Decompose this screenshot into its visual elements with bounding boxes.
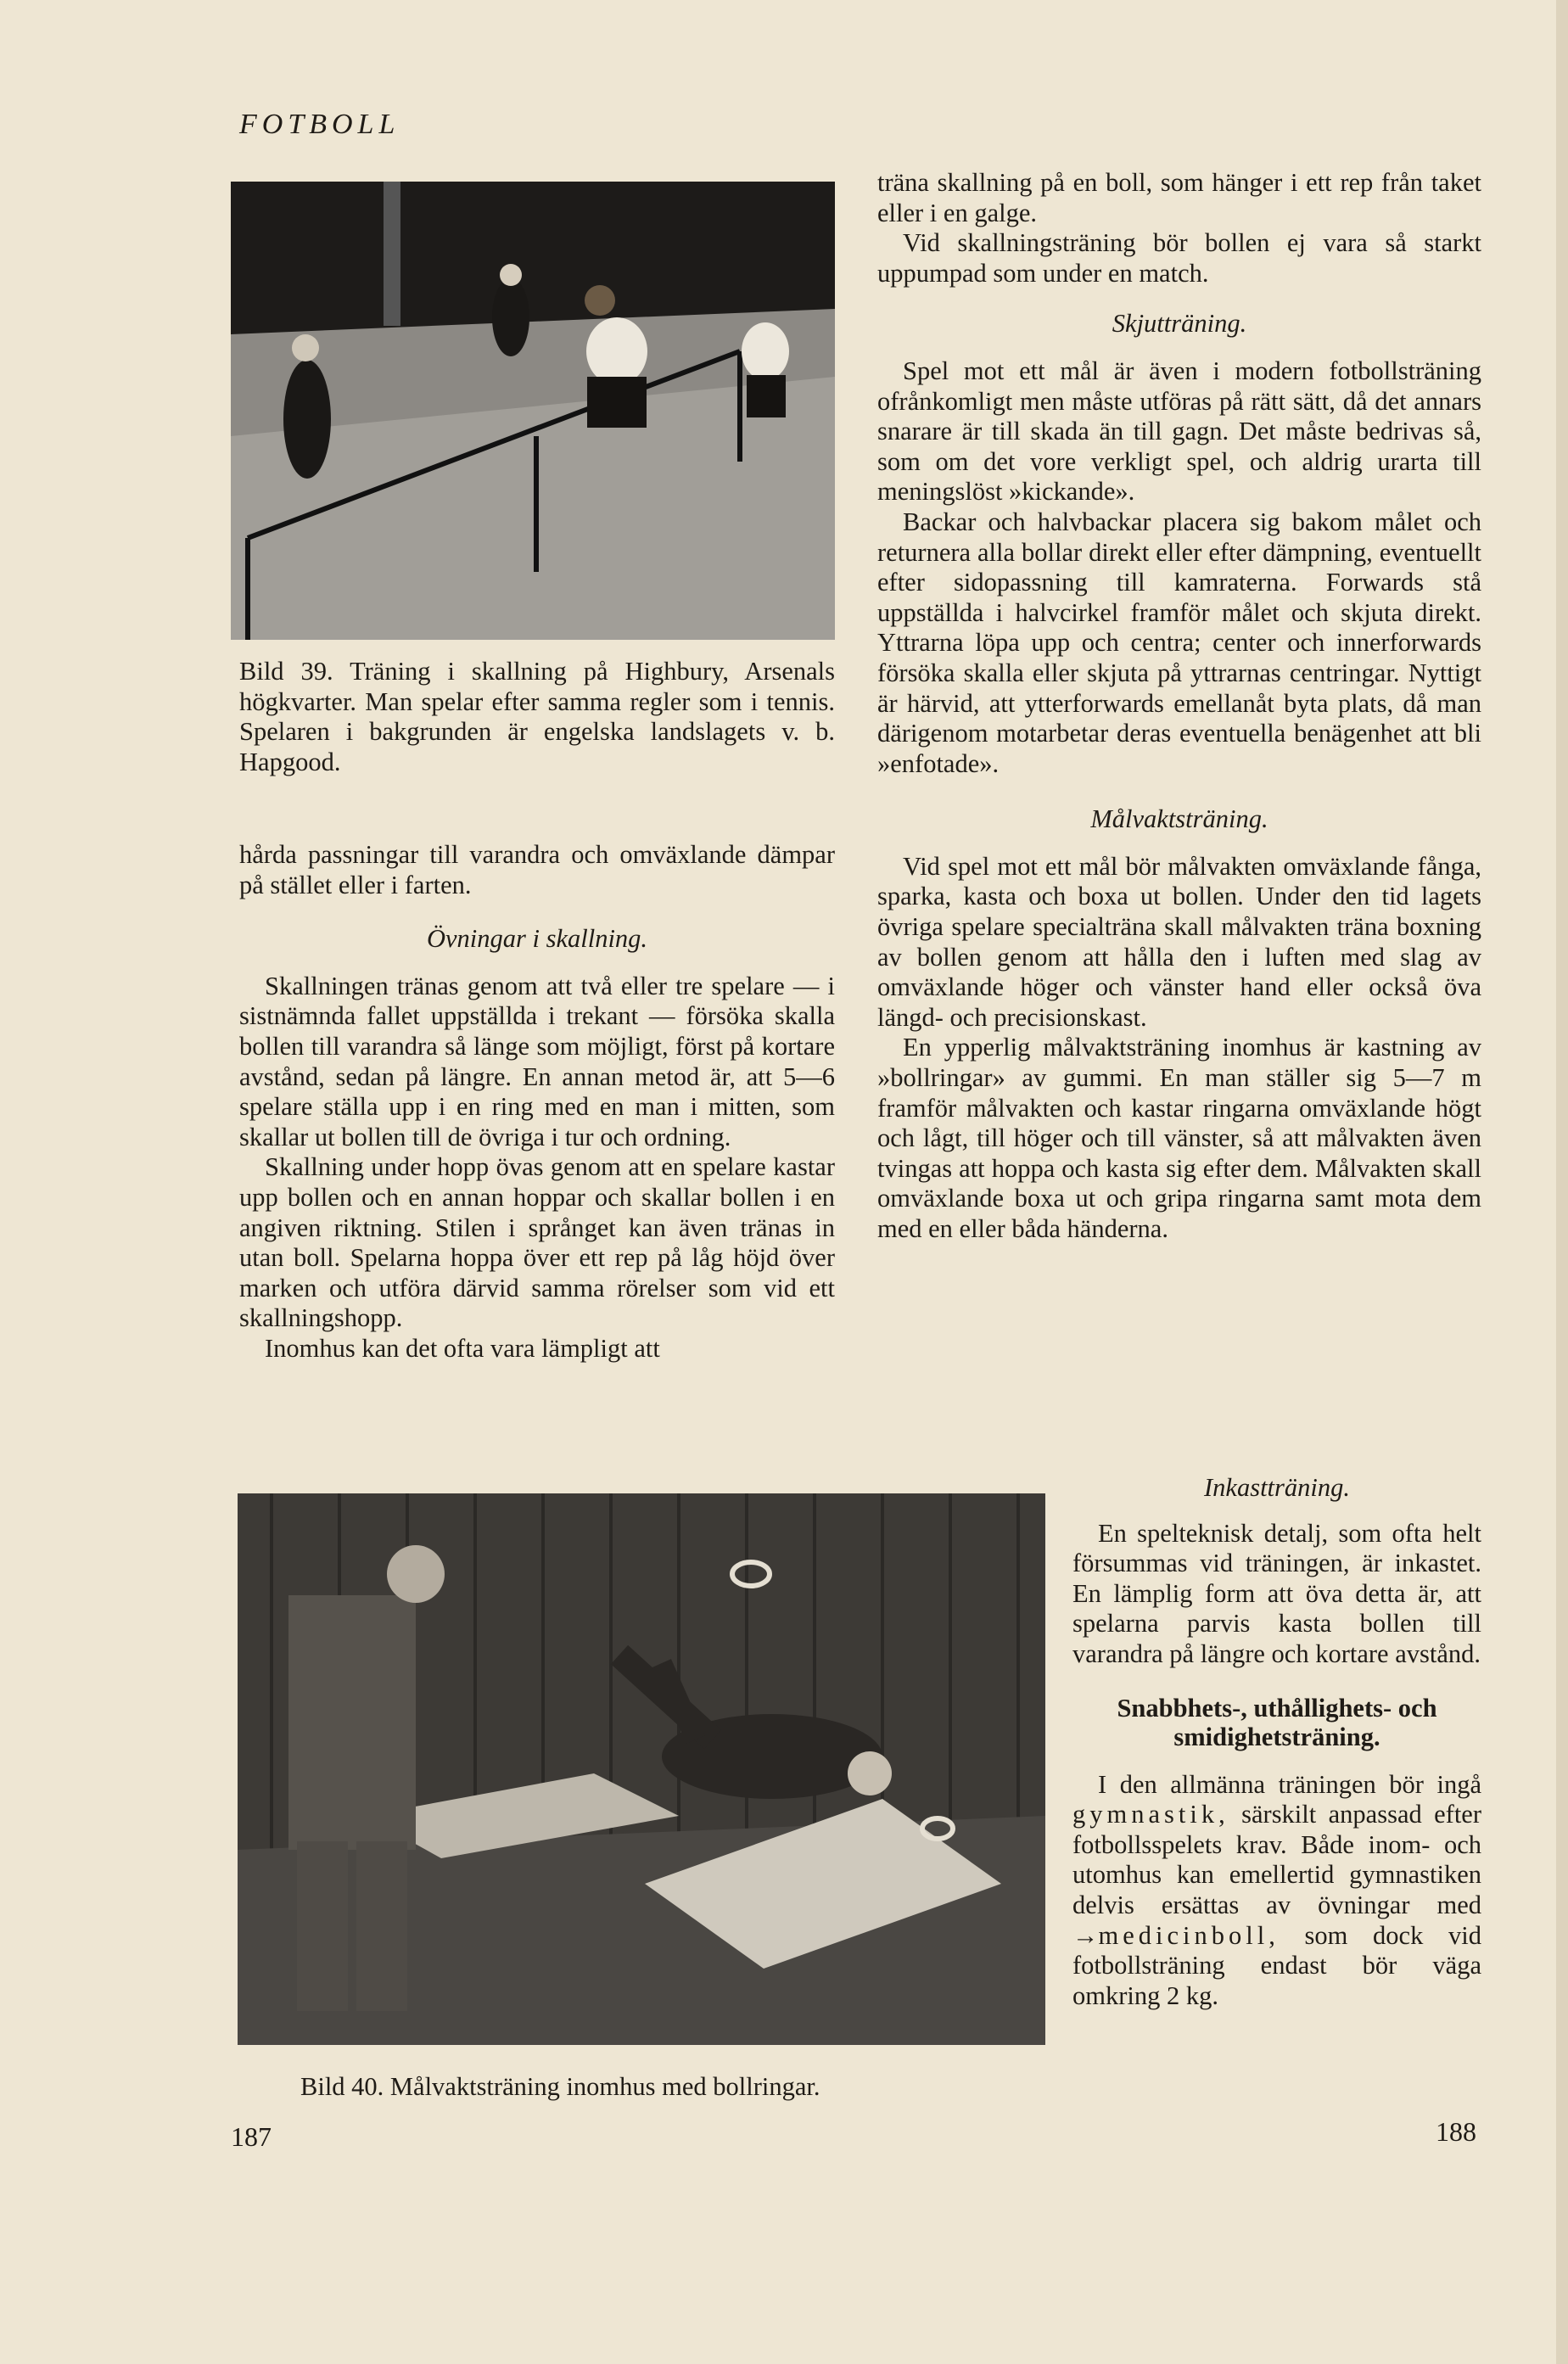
heading-skjuttraning: Skjutträning. (1112, 309, 1247, 339)
heading-ovningar: Övningar i skallning. (426, 924, 648, 954)
paragraph-backar: Backar och halvbackar placera sig bakom målet och returnera alla bollar direkt eller efter dämpning, eventuellt efter sidopassning till kamraterna. Forwards stå uppställda i halvcirkel framför målet och skjuta direkt. Yttrarna löpa upp och centra; center och innerforwards försöka skalla eller skjuta på yttrarnas centringar. Nyttigt är härvid, att ytterforwards emellanåt byta plats, då man därigenom motarbetar deras eventuella benägenhet att bli »enfotade». (877, 507, 1481, 778)
figure2-caption-label: Bild 40. (300, 2072, 384, 2101)
word-gymnastik: gymnastik, (1072, 1800, 1229, 1829)
figure1-caption (239, 657, 835, 777)
paragraph-skallning-hopp: Skallning under hopp övas genom att en spelare kastar upp bollen och en annan hoppar och skallar bollen i en angiven riktning. Stilen i språnget kan även tränas in utan boll. Spelarna hoppa över ett rep på låg höjd över marken och utföra därvid samma rörelser som vid ett skallningshopp. (239, 1152, 835, 1333)
heading-malvaktstraning: Målvaktsträning. (1090, 804, 1268, 834)
photo-heading-practice (231, 182, 835, 640)
paragraph-snabbhet-c: som dock vid fotbollsträning endast bör väga omkring 2 kg. (1072, 1920, 1481, 2010)
heading-inkasttraning: Inkastträning. (1204, 1473, 1350, 1502)
page-number-right: 188 (1436, 2116, 1476, 2147)
goalkeeper-rings-photo-icon (238, 1493, 1045, 2045)
photo-goalkeeper-rings (238, 1493, 1045, 2045)
figure2-caption-text: Målvaktsträning inomhus med bollringar. (389, 2072, 820, 2101)
page-number-left: 187 (231, 2121, 272, 2152)
paragraph-trana-skallning: träna skallning på en boll, som hänger i ett rep från taket eller i en galge. (877, 168, 1481, 227)
figure1-caption-label: Bild 39. (239, 657, 333, 686)
page-edge (1556, 0, 1568, 2364)
right-column (877, 168, 1481, 1245)
paragraph-vid-skallningstraning: Vid skallningsträning bör bollen ej vara så starkt uppumpad som under en match. (877, 228, 1481, 288)
paragraph-snabbhet-a: I den allmänna träningen bör ingå (1098, 1769, 1481, 1799)
running-header: FOTBOLL (239, 109, 400, 140)
right-narrow-column (1072, 1473, 1481, 2011)
paragraph-snabbhet-b: särskilt anpassad efter fotbollsspelets krav. Både inom- och utomhus kan emellertid gymnastiken delvis ersättas av övningar med (1072, 1800, 1481, 1919)
arrow-icon: → (1072, 1920, 1099, 1950)
figure2-caption (300, 2072, 820, 2102)
paragraph-spel-mot-mal: Spel mot ett mål är även i modern fotbollsträning ofrånkomligt men måste utföras på rätt sätt, då det annars snarare är till skada än till gagn. Det måste bedrivas så, som om det vore verkligt spel, och aldrig urarta till meningslöst »kickande». (877, 356, 1481, 507)
heading-practice-photo-icon (231, 182, 835, 640)
paragraph-skallningen: Skallningen tränas genom att två eller tre spelare — i sistnämnda fallet uppställda i trekant — försöka skalla bollen till varandra så länge som möjligt, först på kortare avstånd, sedan på längre. En annan metod är, att 5—6 spelare ställa upp i en ring med en man i mitten, som skallar ut bollen till de övriga i tur och ordning. (239, 971, 835, 1151)
paragraph-ypperlig: En ypperlig målvaktsträning inomhus är kastning av »bollringar» av gummi. En man ställer sig 5—7 m framför målvakten och kastar ringarna omväxlande högt och lågt, till höger och till vänster, så att målvakten även tvingas att hoppa och kasta sig efter dem. Målvakten skall omväxlande boxa ut och gripa ringarna samt mota dem med en eller båda händerna. (877, 1033, 1481, 1243)
figure1-caption-text: Träning i skallning på Highbury, Arsenals högkvarter. Man spelar efter samma regler som i tennis. Spelaren i bakgrunden är engelska landslagets v. b. Hapgood. (239, 657, 836, 776)
paragraph-snabbhet (1072, 1770, 1481, 2012)
word-medicinboll: medicinboll, (1098, 1920, 1280, 1950)
heading-snabbhet: Snabbhets-, uthållighets- och smidighetsträning. (1117, 1693, 1437, 1751)
paragraph-inomhus: Inomhus kan det ofta vara lämpligt att (265, 1333, 660, 1363)
paragraph-inkast: En spelteknisk detalj, som ofta helt försummas vid träningen, är inkastet. En lämplig form att öva detta är, att spelarna parvis kasta bollen till varandra på längre och kortare avstånd. (1072, 1518, 1481, 1668)
left-intro-paragraph: hårda passningar till varandra och omväxlande dämpar på stället eller i farten. (239, 840, 835, 899)
paragraph-malvakt: Vid spel mot ett mål bör målvakten omväxlande fånga, sparka, kasta och boxa ut bollen. Under den tid lagets övriga spelare specialträna skall målvakten träna boxning av bollen genom att hålla den i luften med slag av omväxlande höger och vänster hand eller också öva längd- och precisionskast. (877, 851, 1481, 1032)
left-column (239, 840, 835, 1364)
